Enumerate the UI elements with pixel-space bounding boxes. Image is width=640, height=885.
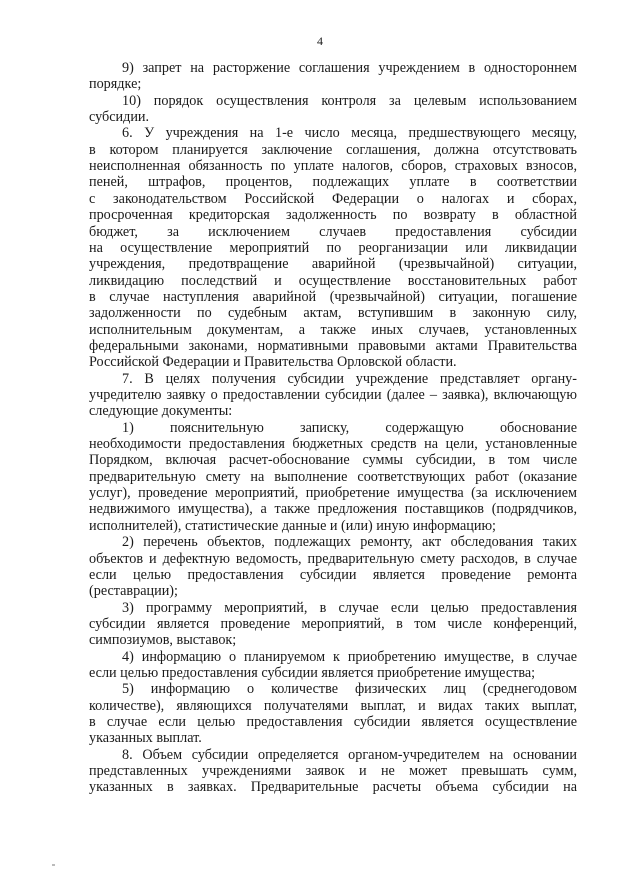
text-line: представленных учреждениями заявок и не может превышать сумм, (89, 763, 577, 780)
text-line: исполнителей), статистические данные и (или) иную информацию; (89, 517, 496, 534)
text-line: следующие документы: (89, 403, 233, 420)
text-line: недвижимого имущества), а также предложения поставщиков (подрядчиков, (89, 501, 577, 518)
text-line: услуг), проведение мероприятий, приобретение имущества (за исключением (89, 485, 577, 502)
text-line: (реставрации); (89, 583, 178, 600)
text-line: неисполненная обязанность по уплате налогов, сборов, страховых взносов, (89, 158, 577, 175)
text-line: с законодательством Российской Федерации о налогах и сборах, (89, 190, 577, 207)
text-line: 9) запрет на расторжение соглашения учреждением в одностороннем (122, 60, 577, 76)
text-line: учреждения, предотвращение аварийной (чрезвычайной) ситуации, (89, 256, 577, 273)
text-line: федеральными законами, нормативными правовыми актами Правительства (89, 337, 577, 354)
text-line: симпозиумов, выставок; (89, 632, 237, 649)
text-line: исполнительным документам, а также иных случаев, установленных (89, 321, 577, 338)
text-line: задолженности по судебным актам, вступившим в законную силу, (89, 305, 577, 322)
text-line: если целью предоставления субсидии является приобретение имущества; (89, 664, 536, 681)
text-line: 5) информацию о количестве физических лиц (среднегодовом (122, 681, 577, 698)
text-line: предварительную смету на выполнение соответствующих работ (оказание (89, 468, 577, 485)
text-line: пеней, штрафов, процентов, подлежащих уплате в соответствии (89, 174, 577, 191)
text-line: 6. У учреждения на 1-е число месяца, предшествующего месяцу, (122, 125, 577, 142)
text-line: если целью предоставления субсидии является проведение ремонта (89, 566, 577, 583)
text-line: 3) программу мероприятий, в случае если целью предоставления (122, 599, 577, 616)
text-line: ликвидацию последствий и осуществление восстановительных работ (89, 272, 577, 289)
text-line: указанных в заявках. Предварительные расчеты объема субсидии на (89, 779, 577, 796)
text-line: объектов и дефектную ведомость, предварительную смету расходов, в случае (89, 550, 577, 567)
text-line: субсидии является проведение мероприятий, в том числе конференций, (89, 615, 577, 632)
text-line: в котором планируется заключение соглашения, должна отсутствовать (89, 141, 577, 158)
text-line: необходимости предоставления бюджетных средств на цели, установленные (89, 436, 577, 453)
text-line: в случае наступления аварийной (чрезвычайной) ситуации, погашение (89, 288, 577, 305)
text-line: 10) порядок осуществления контроля за целевым использованием (122, 92, 577, 109)
text-line: бюджет, за исключением случаев предоставления субсидии (89, 223, 577, 240)
text-line: указанных выплат. (89, 730, 202, 747)
text-line: 1) пояснительную записку, содержащую обоснование (122, 419, 577, 436)
text-line: просроченная кредиторская задолженность по возврату в областной (89, 207, 577, 224)
text-line: Порядком, включая расчет-обоснование суммы субсидии, в том числе (89, 452, 577, 469)
text-line: Российской Федерации и Правительства Орловской области. (89, 354, 457, 371)
text-line: 7. В целях получения субсидии учреждение представляет органу- (122, 370, 577, 387)
text-line: 2) перечень объектов, подлежащих ремонту, акт обследования таких (122, 534, 577, 551)
text-line: учредителю заявку о предоставлении субсидии (далее – заявка), включающую (89, 387, 577, 403)
page-number: 4 (317, 34, 323, 48)
text-line: 4) информацию о планируемом к приобретению имуществе, в случае (122, 648, 577, 665)
text-line: порядке; (89, 76, 142, 93)
text-line: субсидии. (89, 109, 150, 126)
text-line: количестве), являющихся получателями выплат, и видах таких выплат, (89, 697, 577, 714)
text-line: на осуществление мероприятий по реорганизации или ликвидации (89, 239, 577, 256)
text-line: 8. Объем субсидии определяется органом-учредителем на основании (122, 746, 577, 763)
text-line: в случае если целью предоставления субсидии является осуществление (89, 714, 577, 730)
scan-speck (52, 864, 55, 866)
